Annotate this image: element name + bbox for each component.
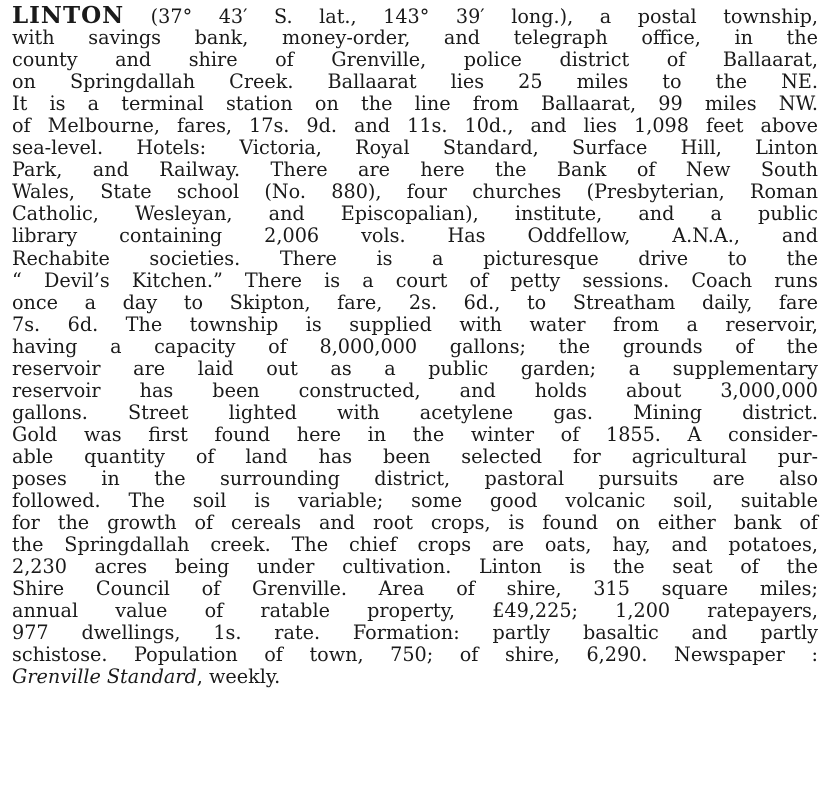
entry-line-11: library containing 2,006 vols. Has Oddfellow, A.N.A., and [12,224,818,248]
entry-line-13: “ Devil’s Kitchen.” There is a court of petty sessions. Coach runs [12,268,818,292]
entry-line-20: Gold was first found here in the winter of 1855. A consider- [12,422,818,446]
entry-line-15: 7s. 6d. The township is supplied with water from a reservoir, [12,312,818,336]
entry-line-26: 2,230 acres being under cultivation. Linton is the seat of the [12,555,818,579]
newspaper-title: Grenville Standard [12,665,197,689]
entry-line-10: Catholic, Wesleyan, and Episcopalian), institute, and a public [12,202,818,226]
entry-line-8: Park, and Railway. There are here the Bank of New South [12,158,818,182]
entry-line-5: It is a terminal station on the line from Ballaarat, 99 miles NW. [12,92,818,116]
entry-line-27: Shire Council of Grenville. Area of shire, 315 square miles; [12,577,818,601]
entry-line-18: reservoir has been constructed, and holds about 3,000,000 [12,378,818,402]
entry-line-12: Rechabite societies. There is a picturesque drive to the [12,246,818,270]
headword: LINTON [12,2,125,29]
entry-line-9: Wales, State school (No. 880), four churches (Presbyterian, Roman [12,180,818,204]
newspaper-frequency: , weekly. [196,665,281,689]
entry-line-23: followed. The soil is variable; some good volcanic soil, suitable [12,489,818,513]
entry-line-6: of Melbourne, fares, 17s. 9d. and 11s. 10d., and lies 1,098 feet above [12,114,818,138]
entry-line-2: with savings bank, money-order, and telegraph office, in the [12,26,818,50]
entry-line-21: able quantity of land has been selected for agricultural pur- [12,444,818,468]
entry-line-1-text: (37° 43′ S. lat., 143° 39′ long.), a postal township, [124,5,818,28]
entry-line-30: schistose. Population of town, 750; of shire, 6,290. Newspaper : [12,643,818,667]
entry-line-1 [12,2,818,29]
entry-line-19: gallons. Street lighted with acetylene gas. Mining district. [12,400,818,424]
entry-line-4: on Springdallah Creek. Ballaarat lies 25 miles to the NE. [12,70,818,94]
entry-line-31 [12,666,818,688]
entry-line-24: for the growth of cereals and root crops, is found on either bank of [12,511,818,535]
entry-line-3: county and shire of Grenville, police district of Ballaarat, [12,48,818,72]
entry-line-7: sea-level. Hotels: Victoria, Royal Standard, Surface Hill, Linton [12,136,818,160]
entry-line-29: 977 dwellings, 1s. rate. Formation: partly basaltic and partly [12,621,818,645]
entry-line-28: annual value of ratable property, £49,225; 1,200 ratepayers, [12,599,818,623]
entry-line-17: reservoir are laid out as a public garden; a supplementary [12,356,818,380]
entry-line-14: once a day to Skipton, fare, 2s. 6d., to Streatham daily, fare [12,290,818,314]
entry-line-16: having a capacity of 8,000,000 gallons; the grounds of the [12,334,818,358]
entry-line-22: poses in the surrounding district, pastoral pursuits are also [12,466,818,490]
entry-line-25: the Springdallah creek. The chief crops are oats, hay, and potatoes, [12,533,818,557]
